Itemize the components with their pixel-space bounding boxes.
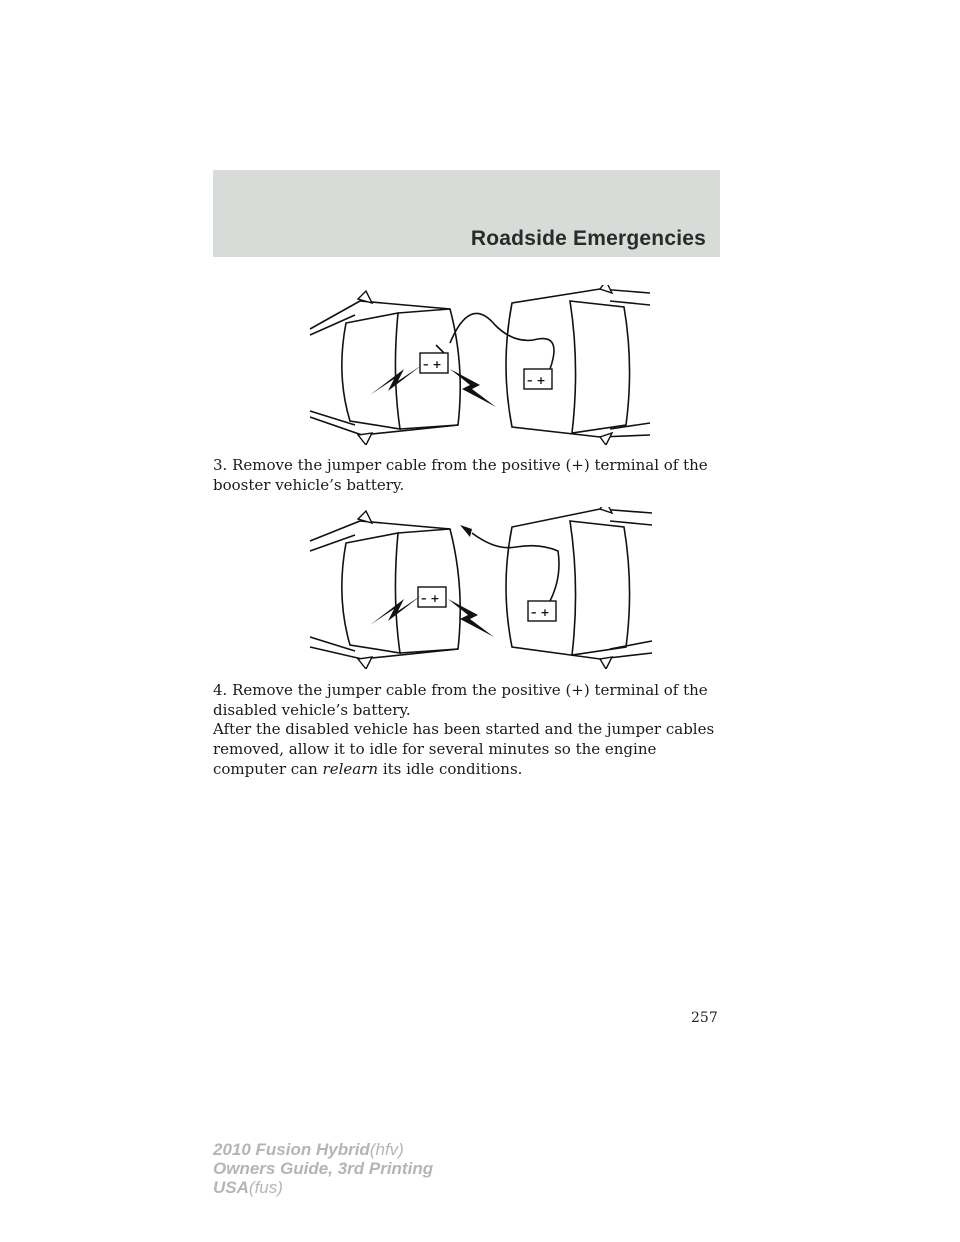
step-3-text: 3. Remove the jumper cable from the positive (+) terminal of the booster vehicle’s battery. <box>213 456 708 494</box>
spark-icon <box>450 369 496 407</box>
footer-market-code: (fus) <box>248 1178 283 1197</box>
relearn-emphasis: relearn <box>322 760 379 778</box>
cable-clamp-icon <box>460 525 472 537</box>
document-footer <box>213 1140 433 1197</box>
jump-start-diagram-connected <box>300 285 660 445</box>
footer-model-code: (hfv) <box>369 1140 404 1159</box>
positive-cable <box>450 313 554 369</box>
battery-terminal-label: – + <box>421 592 440 605</box>
booster-vehicle-body <box>506 289 650 437</box>
battery-terminal-label: – + <box>531 606 550 619</box>
note-text-after: its idle conditions. <box>378 760 523 778</box>
jump-start-diagram-booster-removed <box>300 507 660 669</box>
jump-start-diagram-svg <box>300 285 660 445</box>
booster-vehicle-hood <box>570 521 630 655</box>
disabled-vehicle-hood <box>342 533 400 653</box>
battery-terminal-label: – + <box>527 374 546 387</box>
disabled-vehicle-hood <box>342 313 400 429</box>
negative-cable <box>436 345 444 353</box>
footer-line-2: Owners Guide, 3rd Printing <box>213 1159 434 1178</box>
footer-model: 2010 Fusion Hybrid <box>213 1140 370 1159</box>
section-header-band <box>213 170 720 257</box>
detached-cable <box>472 533 559 601</box>
footer-line-1 <box>213 1140 433 1159</box>
battery-terminal-label: – + <box>423 358 442 371</box>
page-number: 257 <box>691 1010 718 1026</box>
step-4-text: 4. Remove the jumper cable from the positive (+) terminal of the disabled vehicle’s battery. <box>213 681 708 719</box>
footer-line-3 <box>213 1178 433 1197</box>
section-title: Roadside Emergencies <box>470 227 706 250</box>
footer-market: USA <box>213 1178 249 1197</box>
idle-relearn-note <box>213 719 723 779</box>
note-text-before: After the disabled vehicle has been started and the jumper cables removed, allow it to idle for several minutes so the engine computer can <box>213 720 715 778</box>
spark-icon <box>448 599 494 637</box>
jump-start-diagram-svg <box>300 507 660 669</box>
booster-vehicle-hood <box>570 301 630 433</box>
